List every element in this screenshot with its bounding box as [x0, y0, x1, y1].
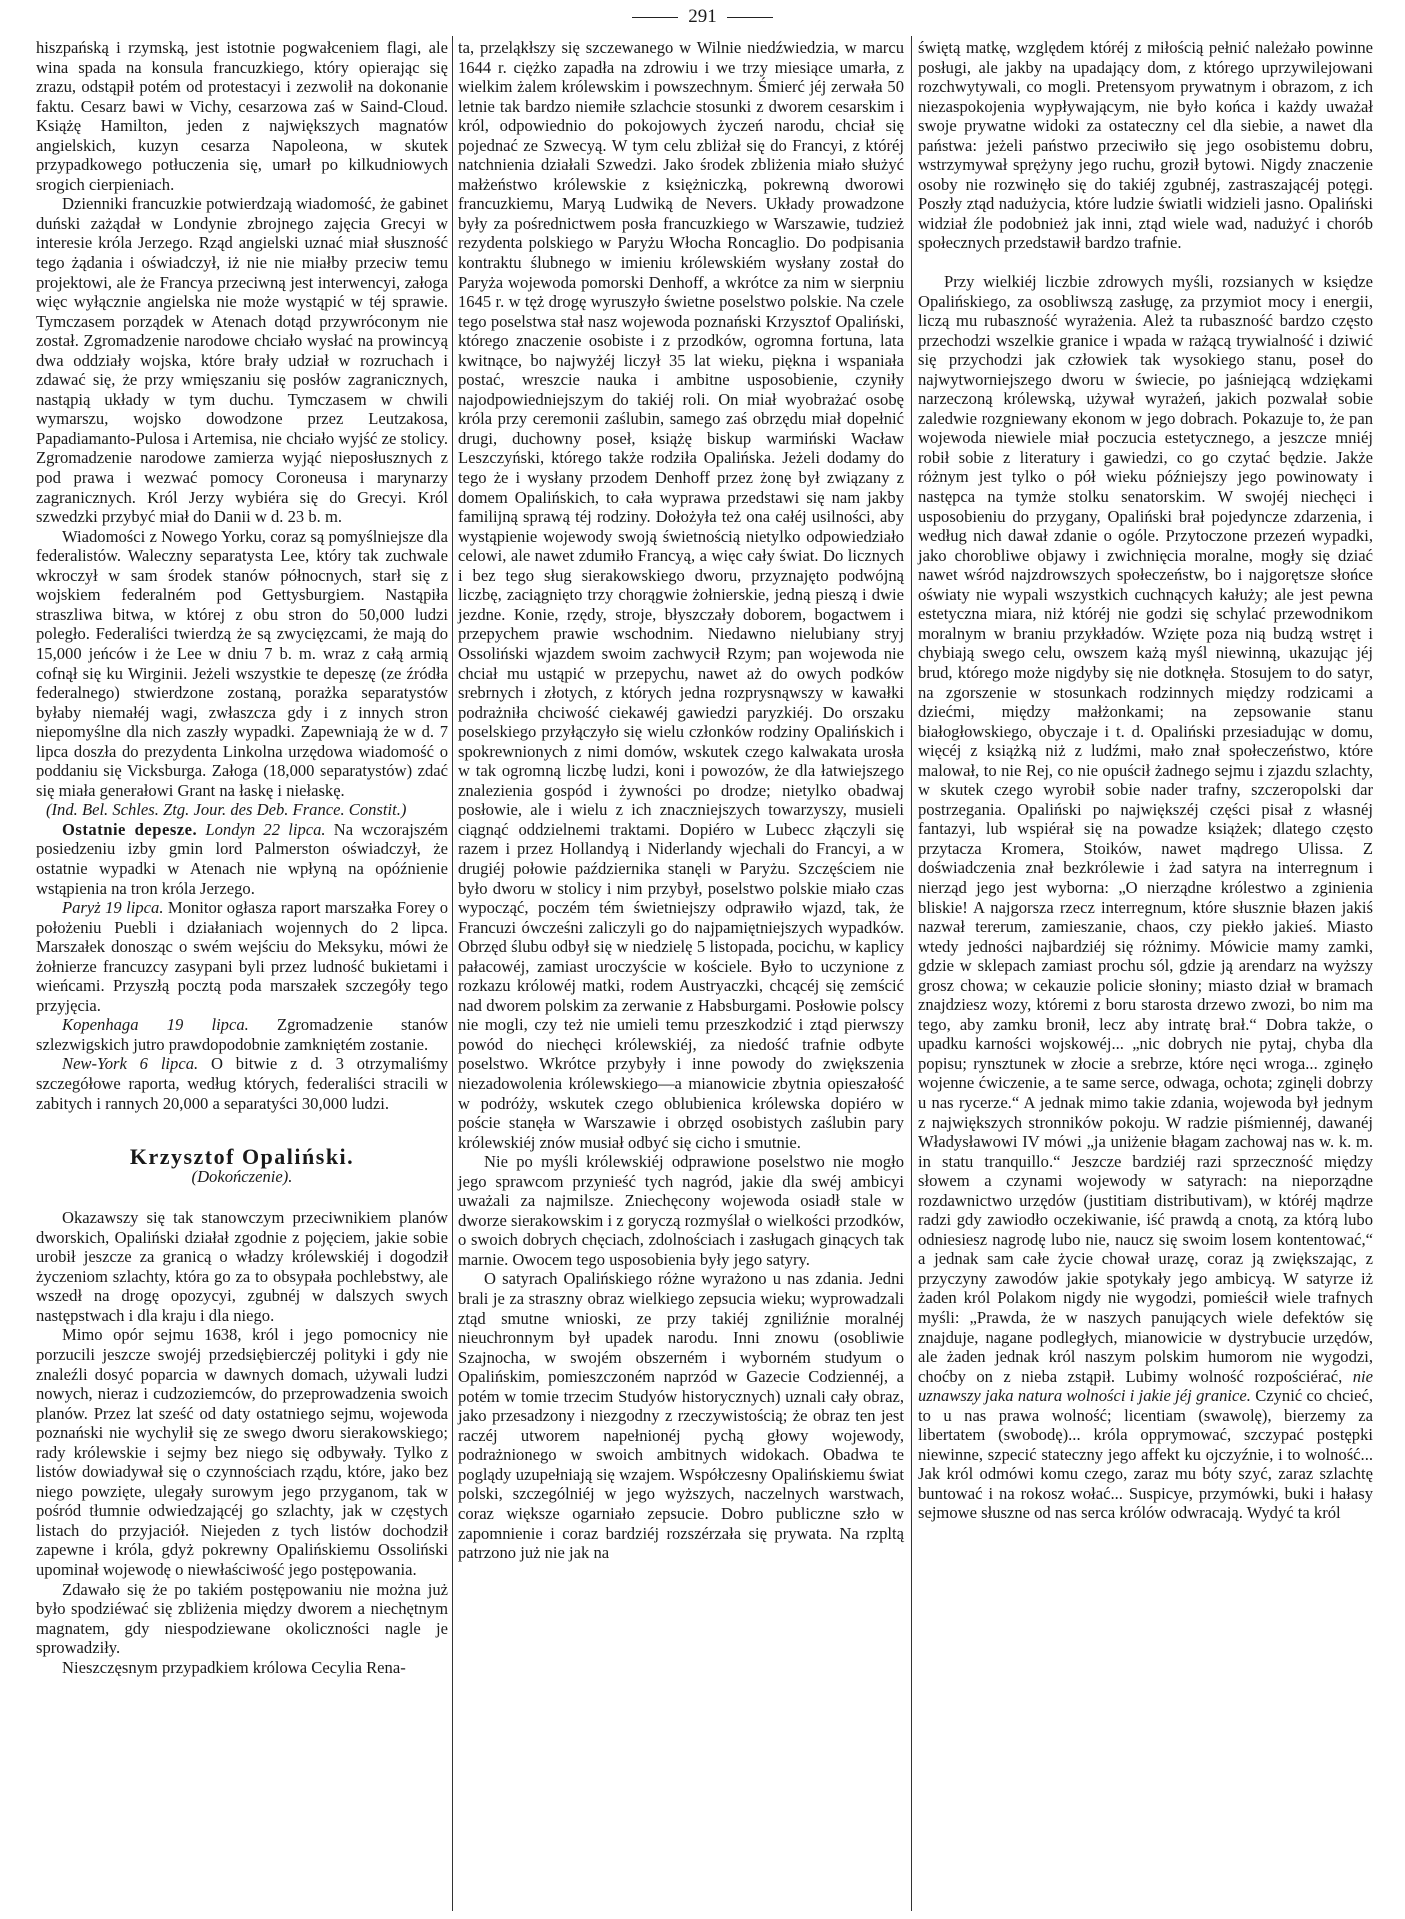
column-1 — [36, 38, 448, 1677]
page-folio — [0, 6, 1405, 28]
column-rule — [452, 36, 453, 1911]
page-number: 291 — [688, 6, 717, 27]
paragraph: O satyrach Opalińskiego różne wyrażono u nas zdania. Jedni brali je za straszny obraz wielkiego zepsucia wieku; wyprowadzali ztąd smutne wnioski, ze przy takiéj zgniliźnie moralnéj nieuchronnym był upadek narodu. Inni znowu (osobliwie Szajnocha, w swojém obszerném i wyborném studyum o Opalińskim, pomieszczoném naprzód w Gazecie Codziennéj, a potém w tomie trzecim Studyów historycznych) uznali cały obraz, jako przesadzony i niezgodny z rzeczywistością; że obraz ten jest raczéj utworem napełnionéj pychą głowy wojewody, podrażnionego w swoich ambitnych widokach. Obadwa te poglądy uzupełniają się wzajem. Współczesny Opalińskiemu świat polski, szczególniéj w jego wyższych, naczelnych warstwach, coraz większe ogarniało zepsucie. Dobro publiczne szło w zapomnienie i coraz bardziéj rozszérzała się prywata. Na rzpltą patrzono już nie jak na — [458, 1269, 904, 1563]
emphasis: nie uznawszy jaka natura wolności i jakie jéj granice. — [918, 1366, 1373, 1406]
paragraph: hiszpańską i rzymską, jest istotnie pogwałceniem flagi, ale wina spada na konsula francuzkiego, który opierając się zrazu, odstąpił potém od protestacyi i zezwolił na dokonanie faktu. Cesarz bawi w Vichy, cesarzowa zaś w Saind-Cloud. Książę Hamilton, jeden z największych magnatów angielskich, kuzyn cesarza Napoleona, w skutek przypadkowego potłuczenia się, umarł po kilkudniowych srogich cierpieniach. — [36, 38, 448, 194]
dateline: Londyn 22 lipca. — [205, 819, 326, 839]
folio-dash-right — [727, 17, 773, 18]
article-subtitle: (Dokończenie). — [191, 1166, 293, 1186]
paragraph: Nie po myśli królewskiéj odprawione poselstwo nie mogło jego sprawcom przynieść tych nagród, jakie dla swéj ambicyi uważali za najmilsze. Zniechęcony wojewoda osiadł stale w dworze sierakowskim i z goryczą rozmyślał o wielkości przodków, o swoich dobrych chęciach, zdolnościach i zasługach ginących tak marnie. Owocem tego usposobienia były jego satyry. — [458, 1152, 904, 1269]
dateline: Paryż 19 lipca. — [62, 898, 164, 918]
paragraph — [36, 898, 448, 1015]
paragraph-text: Przy wielkiéj liczbie zdrowych myśli, rozsianych w księdze Opalińskiego, za osobliwszą zasługę, za przymiot mocy i energii, liczą mu rubaszność wyrażenia. Ależ ta rubaszność bardzo często przechodzi wszelkie granice i wpada w rażącą trywialność i dziwić się przychodzi jak człowiek tak wysokiego stanu, poseł do najwytworniejszego dworu w świecie, po jaśniejącą wdziękami narzeczoną królewską, używał wyrażeń, jakich pozwalał sobie zaledwie rozgniewany ekonom w jego dobrach. Pokazuje to, że pan wojewoda niewiele miał poczucia estetycznego, a jeszcze mniéj robił sobie z literatury i gawiedzi, co go czytać będzie. Jakże różnym jest tylko o pół wieku późniejszy jego powinowaty i następca na tymże stolku senatorskim. W swojéj niechęci i usposobieniu do przygany, Opaliński brał pojedyncze zdarzenia, i według nich dawał zdanie o ogóle. Przytoczone przezeń wypadki, jako chorobliwe objawy i zwichnięcia moralne, mogły się dziać nawet wśród najzdrowszych społeczeństw, bo i najgorętsze słońce oświaty nie wypali wszystkich cuchnących kałuży; ale jest pewna estetyczna miara, niż któréj nie godzi się schylać przewodnikom moralnym w braniu przykładów. Wzięte poza nią budzą wstręt i chybiają swego celu, owszem każą myśl niewinną, ukazując jéj brud, którego może nigdyby się nie dotknęła. Stosujem to do satyr, na zgorszenie w stosunkach rodzinnych między rodzicami a dziećmi, między małżonkami; na zepsowanie stanu białogłowskiego, obyczaje i t. d. Opaliński przesiadując w domu, więcéj z książką niż z ludźmi, mało znał społeczeństwo, które malował, to nie Rej, co nie opuścił żadnego sejmu i zjazdu szlachty, w skutek czego wyrobił sobie nader trafny, szczeropolski dar postrzegania. Opaliński po największéj części pisał z własnéj fantazyi, lub wspiérał się na powadze książek; dlatego często przytacza Kromera, Stoików, nawet mądrego Ulissa. Z doświadczenia znał bezkrólewie i żad satyra na interregnum i nierząd jego jest wyborna: „O nierządne królestwo a zginienia bliskie! A najgorsza rzecz interregnum, które słusznie błazen jakiś nazwał tererum, zamieszanie, chaos, czy piekło jakieś. Miasto wtedy jedności najbardziéj się różnimy. Mówicie mamy zamki, gdzie w sklepach zamiast prochu sól, gdzie ją arendarz na wyższy grosz chowa; w cekauzie policie słoniny; miasto dział w bramach znajdziesz wozy, któremi z boru starosta drzewo zwozi, bo nim ma tego, aby zamku bronił, lecz aby intratę brał.“ Dobra także, o upadku karności wojskowéj... „nic dobrych nie pytaj, chyba dla popisu; rynsztunek w złocie a srebrze, które nęci wroga... zginęło wojenne ćwiczenie, a te same serce, odwaga, ochota; zginęli dobrzy u nas rycerze.“ A jednak mimo takie zdania, wojewoda był jednym z największych stronników pokoju. W radzie piśmiennéj, dawanéj Władysławowi IV mówi „ja uniżenie błagam zachowaj nas w. k. m. in statu tranquillo.“ Jeszcze bardziéj razi sprzeczność między słowem a czynami wojewody w satyrach: na nieporządne rozdawnictwo urzędów (justitiam distributivam), w któréj mądrze radzi gdy zawiodło oczekiwanie, iść prawdą a cnotą, za którą lubo odniesiesz nagrodę lubo nie, naucz się swoim losem kontentować,“ a jednak sam całe życie chował urazę, coraz ją zwiększając, z przyczyny zawodów jakie spotykały jego ambicyą. W satyrze iż żaden król Polakom nigdy nie wygodzi, pomieścił wiele trafnych myśli: „Prawda, że w naszych panujących wiele defektów się znajduje, nagane podległych, mianowicie w dystrybucie urzędów, ale żaden jednak król naszym polskim humorom nie wygodzi, choćby on z nieba zstąpił. Lubimy wolność rozpościérać, — [918, 272, 1373, 1386]
dateline: New-York 6 lipca. — [62, 1054, 199, 1074]
paragraph — [36, 1054, 448, 1113]
paragraph — [36, 1015, 448, 1054]
paragraph — [918, 272, 1373, 1523]
column-rule — [911, 36, 912, 1911]
column-2 — [458, 38, 904, 1563]
paragraph-text: Zgromadzenie stanów szlezwigskich jutro prawdopodobnie zamkniętém zostanie. — [36, 1015, 448, 1054]
paragraph: Wiadomości z Nowego Yorku, coraz są pomyślniejsze dla federalistów. Waleczny separatysta Lee, który tak zuchwale wkroczył w sam środek stanów północnych, starł się z wojskiem federalném pod Gettysburgiem. Nastąpiła straszliwa bitwa, w której z obu stron do 50,000 ludzi poległo. Federaliści twierdzą że są zwycięzcami, że mają do 15,000 jeńców i że Lee w dniu 7 b. m. wraz z całą armią cofnął się ku Wirginii. Jeżeli wszystkie te depeszę (ze źródła federalnego) stwierdzone zostaną, porażka separatystów byłaby niemałéj wagi, zwłaszcza gdy i z innych stron niepomyślne dla nich zaszły wypadki. Zapewniają że w d. 7 lipca doszła do prezydenta Linkolna urzędowa wiadomość o poddaniu się Vicksburga. Załoga (18,000 separatystów) zdać się miała generałowi Grant na łaskę i niełaskę. — [36, 526, 448, 800]
paragraph-text: O bitwie z d. 3 otrzymaliśmy szczegółowe raporta, według których, federaliści stracili w zabitych i rannych 20,000 a separatyści 30,000 ludzi. — [36, 1054, 448, 1113]
paragraph-text: Na wczorajszém posiedzeniu izby gmin lord Palmerston oświadczył, że ostatnie wypadki w Atenach nie wpłyną na opóźnienie wstąpienia na tron króla Jerzego. — [36, 819, 448, 898]
paragraph: Mimo opór sejmu 1638, król i jego pomocnicy nie porzucili jeszcze swojéj przedsiębierczéj polityki i gdy nie znaleźli dosyć poparcia w dawnych domach, używali ludzi nowych, nieraz i cudzoziemców, do przeprowadzenia swoich planów. Przez lat sześć od daty ostatniego sejmu, wojewoda poznański nie wychylił się ze swego dworu sierakowskiego; rady królewskie i sejmy bez niego się odbywały. Tylko z listów dowiadywał się o czynnościach rządu, które, jako bez niego powzięte, ulegały surowym jego przyganom, tak w pośród tłumnie odwiedzającéj go szlachty, jak w częstych listach do przyjaciół. Niejeden z tych listów dochodził zapewne i króla, gdyż pokrewny Opalińskiemu Ossoliński upominał wojewodę o niewłaściwość jego postępowania. — [36, 1325, 448, 1580]
dateline: Kopenhaga 19 lipca. — [62, 1015, 249, 1035]
paragraph: Dzienniki francuzkie potwierdzają wiadomość, że gabinet duński zażądał w Londynie zbrojnego zajęcia Grecyi w interesie króla Jerzego. Rząd angielski uznać miał słuszność tego żądania i oświadczył, iż nie nie miałby przeciw temu projektowi, ale że Francya przeciwną jest interwencyi, załoga więc wyłącznie angielska nie może wystąpić w téj sprawie. Tymczasem porządek w Atenach dotąd przywróconym nie został. Zgromadzenie narodowe chciało wysłać na prowincyą dwa oddziały wojska, które brały udział w rozruchach i zdawać się, że przy wmięszaniu się posłów zagranicznych, nastąpią układy w tym duchu. Tymczasem w chwili wymarszu, wojsko dowodzone przez Leutzakosa, Papadiamanto-Pulosa i Artemisa, nie chciało wyjść ze stolicy. Zgromadzenie narodowe zamierza wyjąć nieposłusznych z pod prawa i wezwać pomocy Coroneusa i marynarzy zagranicznych. Król Jerzy wybiéra się do Grecyi. Król szwedzki przybyć miał do Danii w d. 23 b. m. — [36, 194, 448, 527]
article-title: Krzysztof Opaliński. — [129, 1144, 355, 1170]
paragraph: świętą matkę, względem któréj z miłością pełnić należało powinne posługi, ale jakby na upadający dom, z którego uprzywilejowani rozchwytywali, co mogli. Pretensyom prywatnym i obrazom, z ich niezaspokojenia wypływającym, nie było końca i każdy uważał swoje prywatne widoki za ostateczny cel dla siebie, a nawet dla państwa: jeżeli państwo przeciwiło się jego osobistemu dobru, wstrzymywał sprężyny jego ruchu, groził bytowi. Nigdy znaczenie osoby nie rozwinęło się do takiéj zgubnéj, zastraszającéj potęgi. Poszły ztąd nadużycia, które ludzie światli widzieli jasno. Opaliński widział źle podobnież jak inni, ztąd wiele wad, nadużyć i chorób społecznych przedstawił bardzo trafnie. — [918, 38, 1373, 253]
paragraph-text: Czynić co chcieć, to u nas prawa wolność; licentiam (swawolę), bierzemy za libertatem (swobodę)... króla opprymować, szczypać postępki niewinne, szpecić stateczny jego affekt ku ojczyźnie, i to wolność... Jak król odmówi komu czego, zaraz mu bóty szyć, zaraz szlachtę buntować i na rokosz wołać... Suspicye, przymówki, buki i hałasy sejmowe słuszne od nas serca królów odwracają. Wydyć ta król — [918, 1386, 1373, 1523]
paragraph: Okazawszy się tak stanowczym przeciwnikiem planów dworskich, Opaliński działał zgodnie z pojęciem, jakie sobie urobił jeszcze za granicą o władzy królewskiéj i dogodził życzeniom szlachty, która go za to obsypała pochlebstwy, ale wszedł na drogę opozycyi, zgubnéj w dalszych swych następstwach i dla kraju i dla niego. — [36, 1208, 448, 1325]
paragraph — [36, 820, 448, 898]
paragraph: Zdawało się że po takiém postępowaniu nie można już było spodziéwać się zbliżenia między dworem a niechętnym magnatem, gdy niespodziewane okoliczności nagle je sprowadziły. — [36, 1579, 448, 1658]
column-3 — [918, 38, 1373, 1523]
paragraph-text: Monitor ogłasza raport marszałka Forey o położeniu Puebli i działaniach wojennych do 2 lipca. Marszałek donosząc o swém wejściu do Meksyku, mówi że żołnierze francuzcy zasypani byli przez ludność bukietami i wieńcami. Przyszłą pocztą poda marszałek szczegóły tego przyjęcia. — [36, 898, 448, 1015]
news-sources: (Ind. Bel. Schles. Ztg. Jour. des Deb. France. Constit.) — [46, 800, 407, 820]
paragraph: Nieszczęsnym przypadkiem królowa Cecylia Rena- — [62, 1657, 406, 1677]
folio-dash-left — [632, 17, 678, 18]
section-heading-latest-dispatches: Ostatnie depesze. — [62, 819, 198, 839]
paragraph: ta, przeląkłszy się szczewanego w Wilnie niedźwiedzia, w marcu 1644 r. ciężko zapadła na zdrowiu i we trzy miesiące umarła, z wielkim żalem królewskim i powszechnym. Śmierć jéj zerwała 50 letnie tak bardzo niemiłe szlachcie stosunki z dworem cesarskim i król, odpowiednio do pokojowych życzeń narodu, chciał się pojednać ze Szwecyą. W tym celu zbliżał się do Francyi, z któréj natchnienia działali Szwedzi. Jako środek zbliżenia miało służyć małżeństwo królewskie z księżniczką, pokrewną dworowi francuzkiemu, Maryą Ludwiką de Nevers. Układy prowadzone były za pośrednictwem posła francuzkiego w Warszawie, tudzież rezydenta polskiego w Paryżu Włocha Roncaglio. Do podpisania kontraktu ślubnego w imieniu królewskiém wysłany został do Paryża wojewoda pomorski Denhoff, a wkrótce za nim w sierpniu 1645 r. w tęż drogę wyruszyło świetne poselstwo polskie. Na czele tego poselstwa stał nasz wojewoda poznański Krzysztof Opaliński, którego znaczenie osobiste i z przodków, ogromna fortuna, lata kwitnące, bo najwyżéj liczył 35 lat wieku, piękna i wspaniała postać, wreszcie nauka i ambitne usposobienie, czyniły najodpowiedniejszym do takiéj roli. On miał wyobrażać osobę króla przy ceremonii zaślubin, samego zaś obrzędu miał dopełnić drugi, duchowny poseł, książę biskup warmiński Wacław Leszczyński, którego także rodziła Opalińska. Jeżeli dodamy do tego że i wysłany przodem Denhoff przez żonę był związany z domem Opalińskich, to cała wyprawa przedstawi się nam jakby familijną sprawą téj rodziny. Dołożyła też ona całéj usilności, aby wystąpienie wojewody swoją świetnością nietylko odpowiedziało celowi, ale nawet zdumiło Francyą, a więc cały świat. Do licznych i bez tego sług sierakowskiego dworu, przyznajęto podwójną liczbę, zaciągnięto trzy chorągwie żołnierskie, jedną pieszą i dwie jezdne. Konie, rzędy, stroje, błyszczały doborem, bogactwem i przepychem prawie wschodnim. Niedawno nielubiany stryj Ossoliński wjazdem swoim zachwycił Rzym; pan wojewoda nie chciał mu ustąpić w przepychu, nawet aż do owych podków srebrnych i złotych, z których jedna rozprysnąwszy w kawałki podrażniła chciwość ciekawéj gawiedzi paryzkiéj. Do orszaku poselskiego przyłączyło się wielu członków rodziny Opalińskich i spokrewnionych z nimi domów, wskutek czego kalwakata urosła w tak ogromną liczbę ludzi, koni i powozów, że dla łatwiejszego znalezienia gospód i żywności po drodze; nietylko obadwaj posłowie, ale i wielu z ich znaczniejszych towarzyszy, musieli ciągnąć oddzielnemi traktami. Dopiéro w Lubecc złączyli się razem i przez Hollandyą i Niderlandy wjechali do Francyi, a w drugiéj połowie października stanęli w Paryżu. Szczęściem nie było dworu w stolicy i nim przybył, poselstwo polskie miało czas wypocząć, poczém tém świetniejszy odprawiło wjazd, tak, że Francuzi ówcześni zaliczyli go do najpamiętniejszych wypadków. Obrzęd ślubu odbył się w niedzielę 5 listopada, pocichu, w kaplicy pałacowéj, zamiast uroczyście w kościele. Było to uczynione z rozkazu królowéj matki, rodem Austryaczki, chcącéj się zemścić nad dworem polskim za zerwanie z Habsburgami. Posłowie polscy nie mogli, czy też nie umieli temu przeszkodzić i ztąd pierwszy powód do niechęci królewskiéj, za niedość trafnie odbyte poselstwo. Wkrótce przybyły i inne powody do zwiększenia niezadowolenia królewskiego—a mianowicie zbytnia opieszałość w podróży, wskutek czego oblubienica królewska dopiéro w poście stanęła w Warszawie i obrzęd osobistych zaślubin pary królewskiéj znów musiał odbyć się cicho i smutnie. — [458, 38, 904, 1152]
